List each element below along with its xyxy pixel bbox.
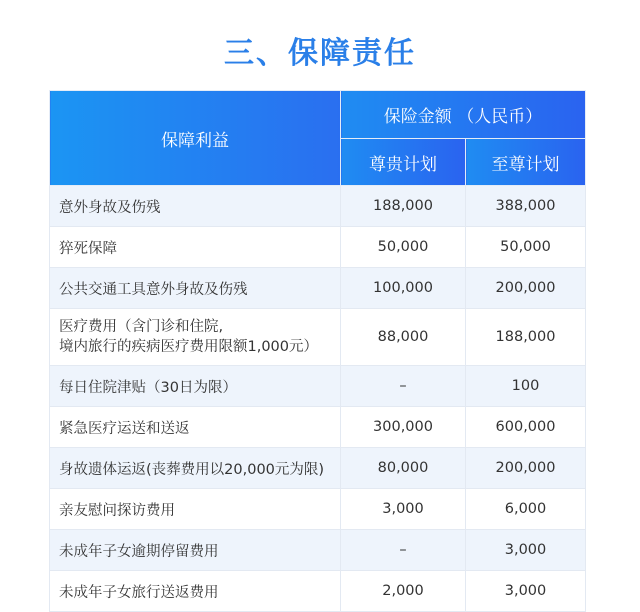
header-plan-premium: 尊贵计划 xyxy=(341,139,466,186)
supreme-amount: 188,000 xyxy=(466,309,586,366)
table-row xyxy=(50,366,586,407)
premium-amount: 100,000 xyxy=(341,268,466,309)
coverage-table-container xyxy=(49,90,585,612)
benefit-name: 猝死保障 xyxy=(50,227,341,268)
table-row xyxy=(50,448,586,489)
benefit-name: 每日住院津贴（30日为限） xyxy=(50,366,341,407)
benefit-name-multiline xyxy=(50,309,341,366)
header-benefit: 保障利益 xyxy=(50,91,341,186)
benefit-name: 身故遗体运返(丧葬费用以20,000元为限) xyxy=(50,448,341,489)
benefit-name-line2: 境内旅行的疾病医疗费用限额1,000元） xyxy=(59,339,319,355)
table-row xyxy=(50,571,586,612)
table-row xyxy=(50,268,586,309)
table-row xyxy=(50,186,586,227)
premium-amount: 88,000 xyxy=(341,309,466,366)
coverage-table xyxy=(49,90,586,612)
table-row xyxy=(50,489,586,530)
benefit-name: 意外身故及伤残 xyxy=(50,186,341,227)
premium-amount: – xyxy=(341,366,466,407)
table-row xyxy=(50,530,586,571)
benefit-name: 公共交通工具意外身故及伤残 xyxy=(50,268,341,309)
supreme-amount: 3,000 xyxy=(466,571,586,612)
premium-amount: 300,000 xyxy=(341,407,466,448)
table-row xyxy=(50,309,586,366)
header-plan-supreme: 至尊计划 xyxy=(466,139,586,186)
supreme-amount: 600,000 xyxy=(466,407,586,448)
premium-amount: 2,000 xyxy=(341,571,466,612)
supreme-amount: 100 xyxy=(466,366,586,407)
supreme-amount: 200,000 xyxy=(466,448,586,489)
page-title: 三、保障责任 xyxy=(224,36,416,71)
benefit-name-line1: 医疗费用（含门诊和住院, xyxy=(59,319,224,335)
premium-amount: – xyxy=(341,530,466,571)
supreme-amount: 3,000 xyxy=(466,530,586,571)
benefit-name: 紧急医疗运送和送返 xyxy=(50,407,341,448)
supreme-amount: 50,000 xyxy=(466,227,586,268)
table-row xyxy=(50,227,586,268)
benefit-name: 未成年子女逾期停留费用 xyxy=(50,530,341,571)
supreme-amount: 200,000 xyxy=(466,268,586,309)
supreme-amount: 388,000 xyxy=(466,186,586,227)
premium-amount: 188,000 xyxy=(341,186,466,227)
table-row xyxy=(50,407,586,448)
premium-amount: 80,000 xyxy=(341,448,466,489)
premium-amount: 3,000 xyxy=(341,489,466,530)
benefit-name: 未成年子女旅行送返费用 xyxy=(50,571,341,612)
benefit-name: 亲友慰问探访费用 xyxy=(50,489,341,530)
supreme-amount: 6,000 xyxy=(466,489,586,530)
premium-amount: 50,000 xyxy=(341,227,466,268)
header-insured-amount: 保险金额 （人民币） xyxy=(341,91,586,139)
